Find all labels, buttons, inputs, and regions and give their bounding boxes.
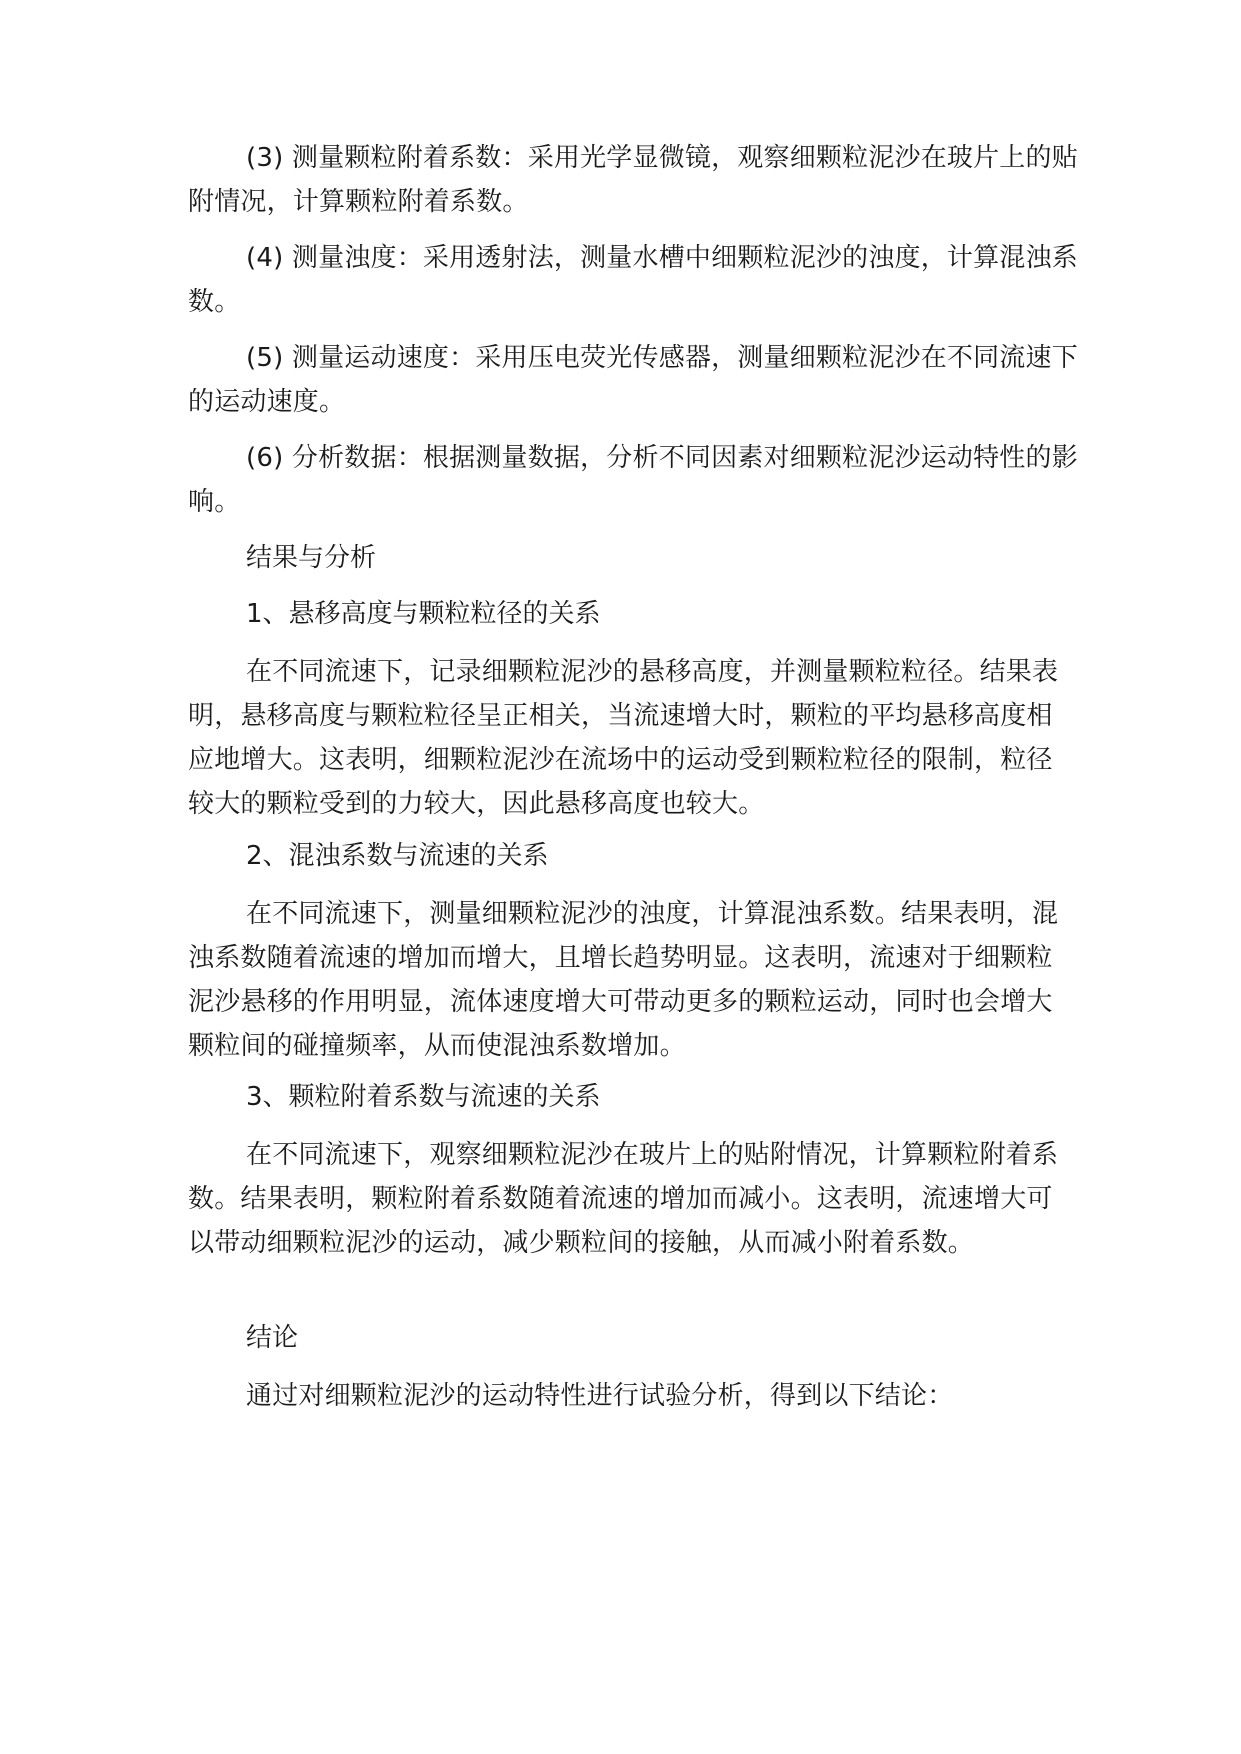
paragraph-step-4: (4) 测量浊度：采用透射法，测量水槽中细颗粒泥沙的浊度，计算混浊系数。 — [188, 243, 1078, 317]
paragraph-result-1: 在不同流速下，记录细颗粒泥沙的悬移高度，并测量颗粒粒径。结果表明，悬移高度与颗粒粒径呈正相关，当流速增大时，颗粒的平均悬移高度相应地增大。这表明，细颗粒泥沙在流场中的运动受到颗粒粒径的限制，粒径较大的颗粒受到的力较大，因此悬移高度也较大。 — [188, 657, 1059, 819]
section-heading-conclusion: 结论 — [246, 1323, 299, 1353]
paragraph-step-3: (3) 测量颗粒附着系数：采用光学显微镜，观察细颗粒泥沙在玻片上的贴附情况，计算颗粒附着系数。 — [188, 143, 1078, 217]
subheading-result-1: 1、悬移高度与颗粒粒径的关系 — [246, 599, 601, 629]
subheading-result-3: 3、颗粒附着系数与流速的关系 — [246, 1082, 601, 1112]
paragraph-step-6: (6) 分析数据：根据测量数据，分析不同因素对细颗粒泥沙运动特性的影响。 — [188, 443, 1078, 517]
paragraph-step-5: (5) 测量运动速度：采用压电荧光传感器，测量细颗粒泥沙在不同流速下的运动速度。 — [188, 343, 1078, 417]
paragraph-result-3: 在不同流速下，观察细颗粒泥沙在玻片上的贴附情况，计算颗粒附着系数。结果表明，颗粒附着系数随着流速的增加而减小。这表明，流速增大可以带动细颗粒泥沙的运动，减少颗粒间的接触，从而减小附着系数。 — [188, 1140, 1059, 1258]
subheading-result-2: 2、混浊系数与流速的关系 — [246, 841, 549, 871]
section-heading-results: 结果与分析 — [246, 543, 377, 573]
paragraph-conclusion: 通过对细颗粒泥沙的运动特性进行试验分析，得到以下结论： — [246, 1381, 954, 1411]
paragraph-result-2: 在不同流速下，测量细颗粒泥沙的浊度，计算混浊系数。结果表明，混浊系数随着流速的增加而增大，且增长趋势明显。这表明，流速对于细颗粒泥沙悬移的作用明显，流体速度增大可带动更多的颗粒运动，同时也会增大颗粒间的碰撞频率，从而使混浊系数增加。 — [188, 899, 1059, 1061]
